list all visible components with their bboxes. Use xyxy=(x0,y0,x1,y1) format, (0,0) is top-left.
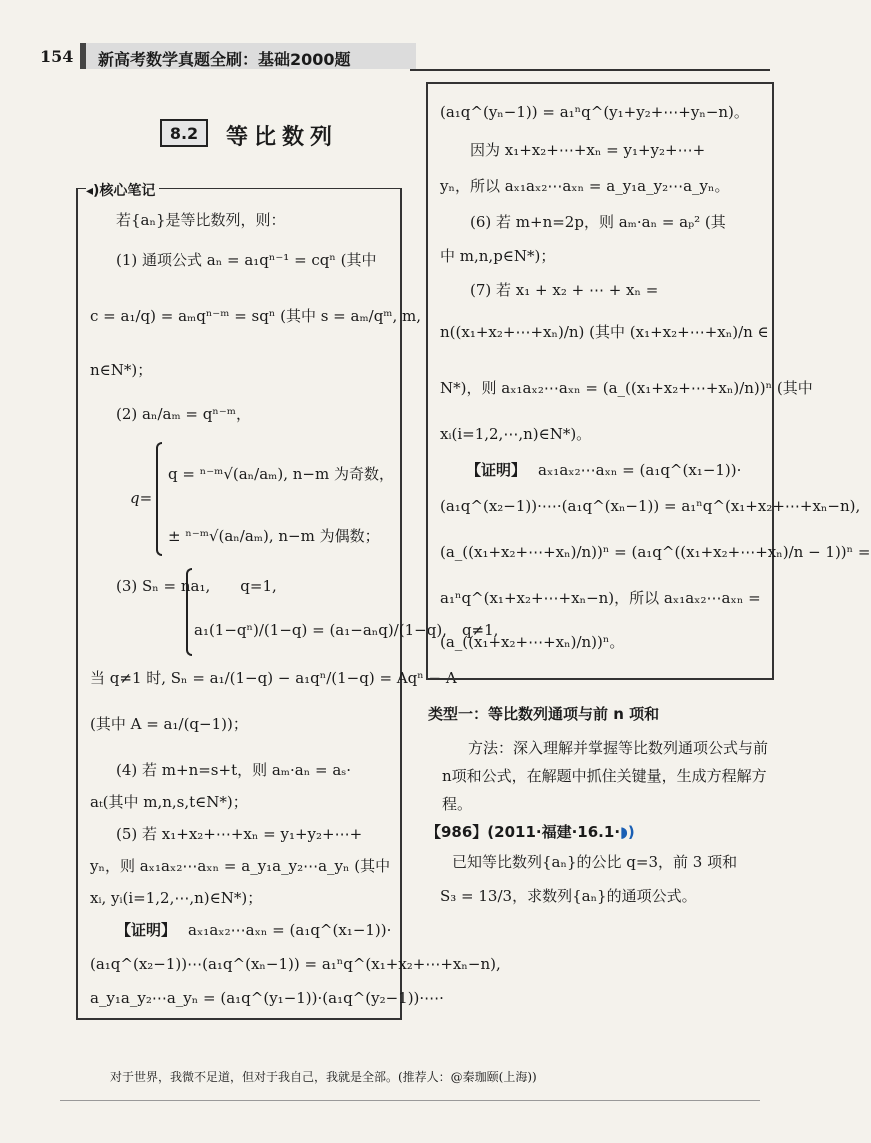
type-one-method: 方法：深入理解并掌握等比数列通项公式与前n项和公式，在解题中抓住关键量，生成方程解方程。 xyxy=(442,739,769,813)
item3-line2: a₁(1−qⁿ)/(1−q) = (a₁−aₙq)/(1−q), q≠1, xyxy=(194,621,499,639)
right-line1: (a₁q^(yₙ−1)) = a₁ⁿq^(y₁+y₂+⋯+yₙ−n)。 xyxy=(440,103,749,121)
right-line13: a₁ⁿq^(x₁+x₂+⋯+xₙ−n)，所以 aₓ₁aₓ₂⋯aₓₙ = xyxy=(440,589,761,607)
right-line7: n((x₁+x₂+⋯+xₙ)/n) (其中 (x₁+x₂+⋯+xₙ)/n ∈ xyxy=(440,323,769,341)
type-one-heading: 类型一：等比数列通项与前 n 项和 xyxy=(428,705,660,723)
right-line6: (7) 若 x₁ + x₂ + ⋯ + xₙ = xyxy=(470,281,659,299)
right-line14: (a_((x₁+x₂+⋯+xₙ)/n))ⁿ。 xyxy=(440,633,625,651)
right-line2: 因为 x₁+x₂+⋯+xₙ = y₁+y₂+⋯+ xyxy=(470,141,706,159)
notes-intro: 若{aₙ}是等比数列，则： xyxy=(116,211,286,229)
right-line10: aₓ₁aₓ₂⋯aₓₙ = (a₁q^(x₁−1))· xyxy=(538,461,742,479)
section-number-badge: 8.2 xyxy=(160,119,208,147)
item5-line3: xᵢ, yᵢ(i=1,2,⋯,n)∈N*)； xyxy=(90,889,263,907)
right-line8: N*)，则 aₓ₁aₓ₂⋯aₓₙ = (a_((x₁+x₂+⋯+xₙ)/n))ⁿ (其中 xyxy=(440,379,813,397)
problem-heading: 【986】(2011·福建·16.1·◗) xyxy=(426,823,635,841)
proof5-line1: aₓ₁aₓ₂⋯aₓₙ = (a₁q^(x₁−1))· xyxy=(188,921,392,939)
item3-line3: 当 q≠1 时, Sₙ = a₁/(1−q) − a₁qⁿ/(1−q) = Aqⁿ − A xyxy=(90,669,457,687)
problem-text-line1: 已知等比数列{aₙ}的公比 q=3，前 3 项和 xyxy=(452,853,738,871)
right-line4: (6) 若 m+n=2p，则 aₘ·aₙ = aₚ² (其 xyxy=(470,213,726,231)
problem-text-line2: S₃ = 13/3，求数列{aₙ}的通项公式。 xyxy=(440,887,697,905)
footer-rule xyxy=(60,1100,760,1101)
right-line5: 中 m,n,p∈N*)； xyxy=(440,247,556,265)
item3-line1: (3) Sₙ = na₁, q=1, xyxy=(116,577,277,595)
item1-line1: (1) 通项公式 aₙ = a₁qⁿ⁻¹ = cqⁿ (其中 xyxy=(116,251,377,269)
item2-odd-case: q = ⁿ⁻ᵐ√(aₙ/aₘ), n−m 为奇数， xyxy=(168,465,394,483)
proof5-line2: (a₁q^(x₂−1))⋯(a₁q^(xₙ−1)) = a₁ⁿq^(x₁+x₂+⋯+xₙ−n), xyxy=(90,955,501,973)
proof-label-right: 【证明】 xyxy=(466,461,527,479)
moon-icon: ◗) xyxy=(620,823,635,841)
core-notes-label: ◂)核心笔记 xyxy=(86,180,159,200)
header-rule xyxy=(410,69,770,71)
item2-even-case: ± ⁿ⁻ᵐ√(aₙ/aₘ), n−m 为偶数； xyxy=(168,527,380,545)
proof-label-left: 【证明】 xyxy=(116,921,177,939)
footer-quote: 对于世界，我微不足道，但对于我自己，我就是全部。(推荐人：@秦珈颐(上海)) xyxy=(110,1070,537,1084)
brace-q xyxy=(156,442,162,556)
item1-line3: n∈N*)； xyxy=(90,361,153,379)
q-label: q= xyxy=(130,489,153,507)
item5-line1: (5) 若 x₁+x₂+⋯+xₙ = y₁+y₂+⋯+ xyxy=(116,825,363,843)
item3-line4: (其中 A = a₁/(q−1))； xyxy=(90,715,248,733)
item4-line2: aₜ(其中 m,n,s,t∈N*)； xyxy=(90,793,248,811)
item2-line1: (2) aₙ/aₘ = qⁿ⁻ᵐ， xyxy=(116,405,251,423)
page-number: 154 xyxy=(40,47,74,66)
right-line9: xᵢ(i=1,2,⋯,n)∈N*)。 xyxy=(440,425,592,443)
speaker-icon: ◂) xyxy=(86,183,100,199)
right-line11: (a₁q^(x₂−1))·⋯·(a₁q^(xₙ−1)) = a₁ⁿq^(x₁+x₂+⋯+xₙ−n), xyxy=(440,497,861,515)
right-line12: (a_((x₁+x₂+⋯+xₙ)/n))ⁿ = (a₁q^((x₁+x₂+⋯+xₙ)/n − 1))ⁿ = xyxy=(440,543,871,561)
book-title: 新高考数学真题全刷：基础2000题 xyxy=(98,50,351,69)
right-line3: yₙ，所以 aₓ₁aₓ₂⋯aₓₙ = a_y₁a_y₂⋯a_yₙ。 xyxy=(440,177,730,195)
item5-line2: yₙ，则 aₓ₁aₓ₂⋯aₓₙ = a_y₁a_y₂⋯a_yₙ (其中 xyxy=(90,857,391,875)
proof5-line3: a_y₁a_y₂⋯a_yₙ = (a₁q^(y₁−1))·(a₁q^(y₂−1))·⋯· xyxy=(90,989,444,1007)
section-title: 等比数列 xyxy=(226,124,339,150)
item1-line2: c = a₁/q) = aₘqⁿ⁻ᵐ = sqⁿ (其中 s = aₘ/qᵐ, m, xyxy=(90,307,422,325)
item4-line1: (4) 若 m+n=s+t，则 aₘ·aₙ = aₛ· xyxy=(116,761,352,779)
